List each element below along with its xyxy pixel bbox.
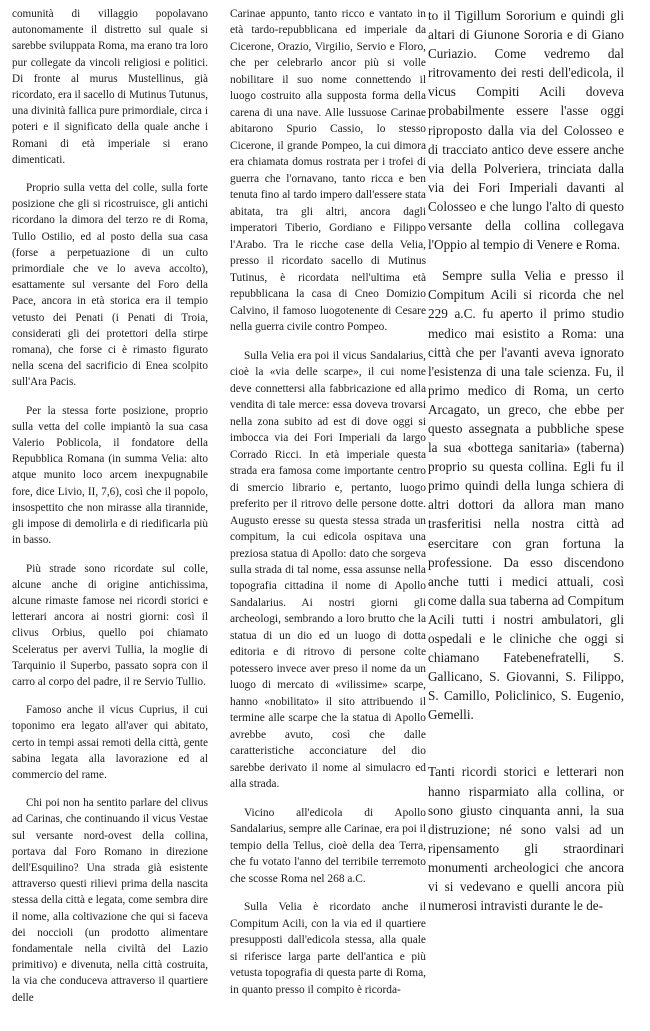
text-column-3 xyxy=(428,6,624,915)
section-opening-paragraph: Tanti ricordi storici e letterari non hanno risparmiato alla collina, or sono giusto cinquanta anni, la sua distruzione; né sono valsi ad un ripensamento gli straordinari monumenti archeologici che ancora vi si vedevano e quelli ancora più numerosi intravisti durante le de- xyxy=(428,764,624,914)
paragraph: Famoso anche il vicus Cuprius, il cui toponimo era legato all'aver qui abitato, certo in tempi assai remoti della città, gente sabina legata alla lavorazione ed al commercio del rame. xyxy=(12,704,208,781)
paragraph: Per la stessa forte posizione, proprio sulla vetta del colle impiantò la sua casa Valerio Poblicola, il fondatore della Repubblica Romana (in summa Velia: alto atque munito loco arcem inexpugnabile fore, dice Livio, II, 7,6), così che il popolo, insospettito che non mirasse alla tirannide, gli impose di demolirla e di riedificarla più in basso. xyxy=(12,404,208,547)
paragraph: Sulla Velia è ricordato anche il Compitum Acili, con la via ed il quartiere presupposti dall'edicola stessa, alla quale si riferisce larga parte dell'antica e più vetusta topografia di questa parte di Roma, in quanto presso il compito è ricorda- xyxy=(230,901,426,996)
paragraph: Sempre sulla Velia e presso il Compitum Acili si ricorda che nel 229 a.C. fu aperto il primo studio medico mai esistito a Roma: una città che per l'avanti aveva ignorato l'esistenza di una tale scienza. Fu, il primo medico di Roma, un certo Arcagato, un greco, che ebbe per questo assegnata a pubbliche spese la sua «bottega sanitaria» (taberna) proprio su questa collina. Egli fu il primo quindi della lunga schiera di altri dottori da allora man mano trasferitisi nella nostra città ad esercitare con gran fortuna la professione. Da esso discendono anche tutti i medici attuali, così come dalla sua taberna ad Compitum Acili tutti i nostri ambulatori, gli ospedali e le cliniche che oggi si chiamano Fatebenefratelli, S. Gallicano, S. Giovanni, S. Filippo, S. Camillo, Policlinico, S. Eugenio, Gemelli. xyxy=(428,268,624,723)
paragraph: Chi poi non ha sentito parlare del clivus ad Carinas, che continuando il vicus Vestae sul versante nord-ovest della collina, portava dal Foro Romano in direzione dell'Esquilino? Una strada già esistente attraverso questi rilievi prima della nascita stessa della città e legata, come sembra dire il nome, alla coltivazione che qui si faceva dei noccioli (un prodotto alimentare fondamentale nella civiltà del Lazio primitivo) e divenuta, nella città costruita, la via che conduceva attraverso il quartiere delle xyxy=(12,797,208,1004)
text-column-1 xyxy=(12,6,208,1006)
paragraph: Proprio sulla vetta del colle, sulla forte posizione che gli si ricostruisce, gli antichi ricordano la dimora del terzo re di Roma, Tullo Ostilio, ed al posto della sua casa (forse a perpetuazione di un culto primordiale che ve lo aveva accolto), esattamente sul versante del Foro della Pace, ancora in età storica era il tempio vetusto dei Penati (i Penati di Troia, considerati gli dei protettori della stirpe romana), che forse ci è rimasto figurato nella scena del sacrificio di Enea scolpito sull'Ara Pacis. xyxy=(12,182,208,389)
text-column-2 xyxy=(230,6,426,998)
paragraph: Più strade sono ricordate sul colle, alcune anche di origine antichissima, alcune rimaste famose nei ricordi storici e letterari ancora ai nostri giorni: così il clivus Orbius, quello poi chiamato Sceleratus per avervi Tullia, la moglie di Tarquinio il Superbo, passato sopra con il carro al corpo del padre, il re Servio Tullio. xyxy=(12,562,208,688)
paragraph: Carinae appunto, tanto ricco e vantato in età tardo-repubblicana ed imperiale da Cicerone, Orazio, Virgilio, Servio e Floro, che per celebrarlo ancor più si volle nobilitare il suo nome connettendo il luogo costruito alla supposta forma della carena di una nave. Alle lussuose Carinae abitarono Spurio Cassio, lo stesso Cicerone, il grande Pompeo, la cui dimora era chiamata domus rostrata per i trofei di guerra che l'ornavano, tanto ricca e ben tenuta fino al tardo impero dall'essere stata abitata, tra gli altri, ancora dagli imperatori Tiberio, Gordiano e Filippo l'Arabo. Tra le ricche case della Velia, presso il ricordato sacello di Mutinus Tutinus, è ricordata nell'ultima età repubblicana la casa di Cneo Domizio Calvino, il famoso luogotenente di Cesare nella guerra civile contro Pompeo. xyxy=(230,8,426,334)
paragraph: to il Tigillum Sororium e quindi gli altari di Giunone Sororia e di Giano Curiazio. Come vedremo dal ritrovamento dei resti dell'edicola, il vicus Compiti Acili doveva probabilmente essere l'asse oggi riproposto dalla via del Colosseo e di tracciato antico deve essere anche via della Polveriera, trinciata dalla via dei Fori Imperiali davanti al Colosseo e che lungo l'alto di questo versante della collina collegava l'Oppio al tempio di Venere e Roma. xyxy=(428,8,624,253)
paragraph: Sulla Velia era poi il vicus Sandalarius, cioè la «via delle scarpe», il cui nome deve connettersi alla fabbricazione ed alla vendita di tale merce: essa doveva trovarsi nella zona subito ad est di dove oggi si imbocca via dei Fori Imperiali da largo Corrado Ricci. In età imperiale questa strada era famosa come importante centro di smercio librario e, pertanto, luogo preferito per il ritrovo delle persone dotte. Augusto eresse su questa stessa strada un compitum, la cui edicola ospitava una preziosa statua di Apollo: dato che sorgeva sulla strada di tal nome, essa assunse nella topografia cittadina il nome di Apollo Sandalarius. Ai nostri giorni gli archeologi, sembrando a loro brutto che la statua di un dio ed un luogo di dotta editoria e di ritrovo di persone colte potessero invece aver preso il nome da un luogo di mercato di «vilissime» scarpe, hanno «nobilitato» il sito attribuendo il termine alle scarpe che la statua di Apollo avrebbe avuto, così che dalle caratteristiche acconciature del dio sarebbe derivato il nome al simulacro ed alla strada. xyxy=(230,349,426,791)
paragraph: Vicino all'edicola di Apollo Sandalarius, sempre alle Carinae, era poi il tempio della Tellus, cioè della dea Terra, che fu votato l'anno del terribile terremoto che scosse Roma nel 268 a.C. xyxy=(230,806,426,885)
paragraph: comunità di villaggio popolavano autonomamente il distretto sul quale si sarebbe sviluppata Roma, ma erano tra loro pur collegate da vincoli religiosi e politici. Di fronte al murus Mustellinus, già ricordato, era il sacello di Mutinus Tutunus, una divinità fallica pure primordiale, circa i poteri e il significato della quale anche i Romani di età imperiale si erano dimenticati. xyxy=(12,8,208,166)
